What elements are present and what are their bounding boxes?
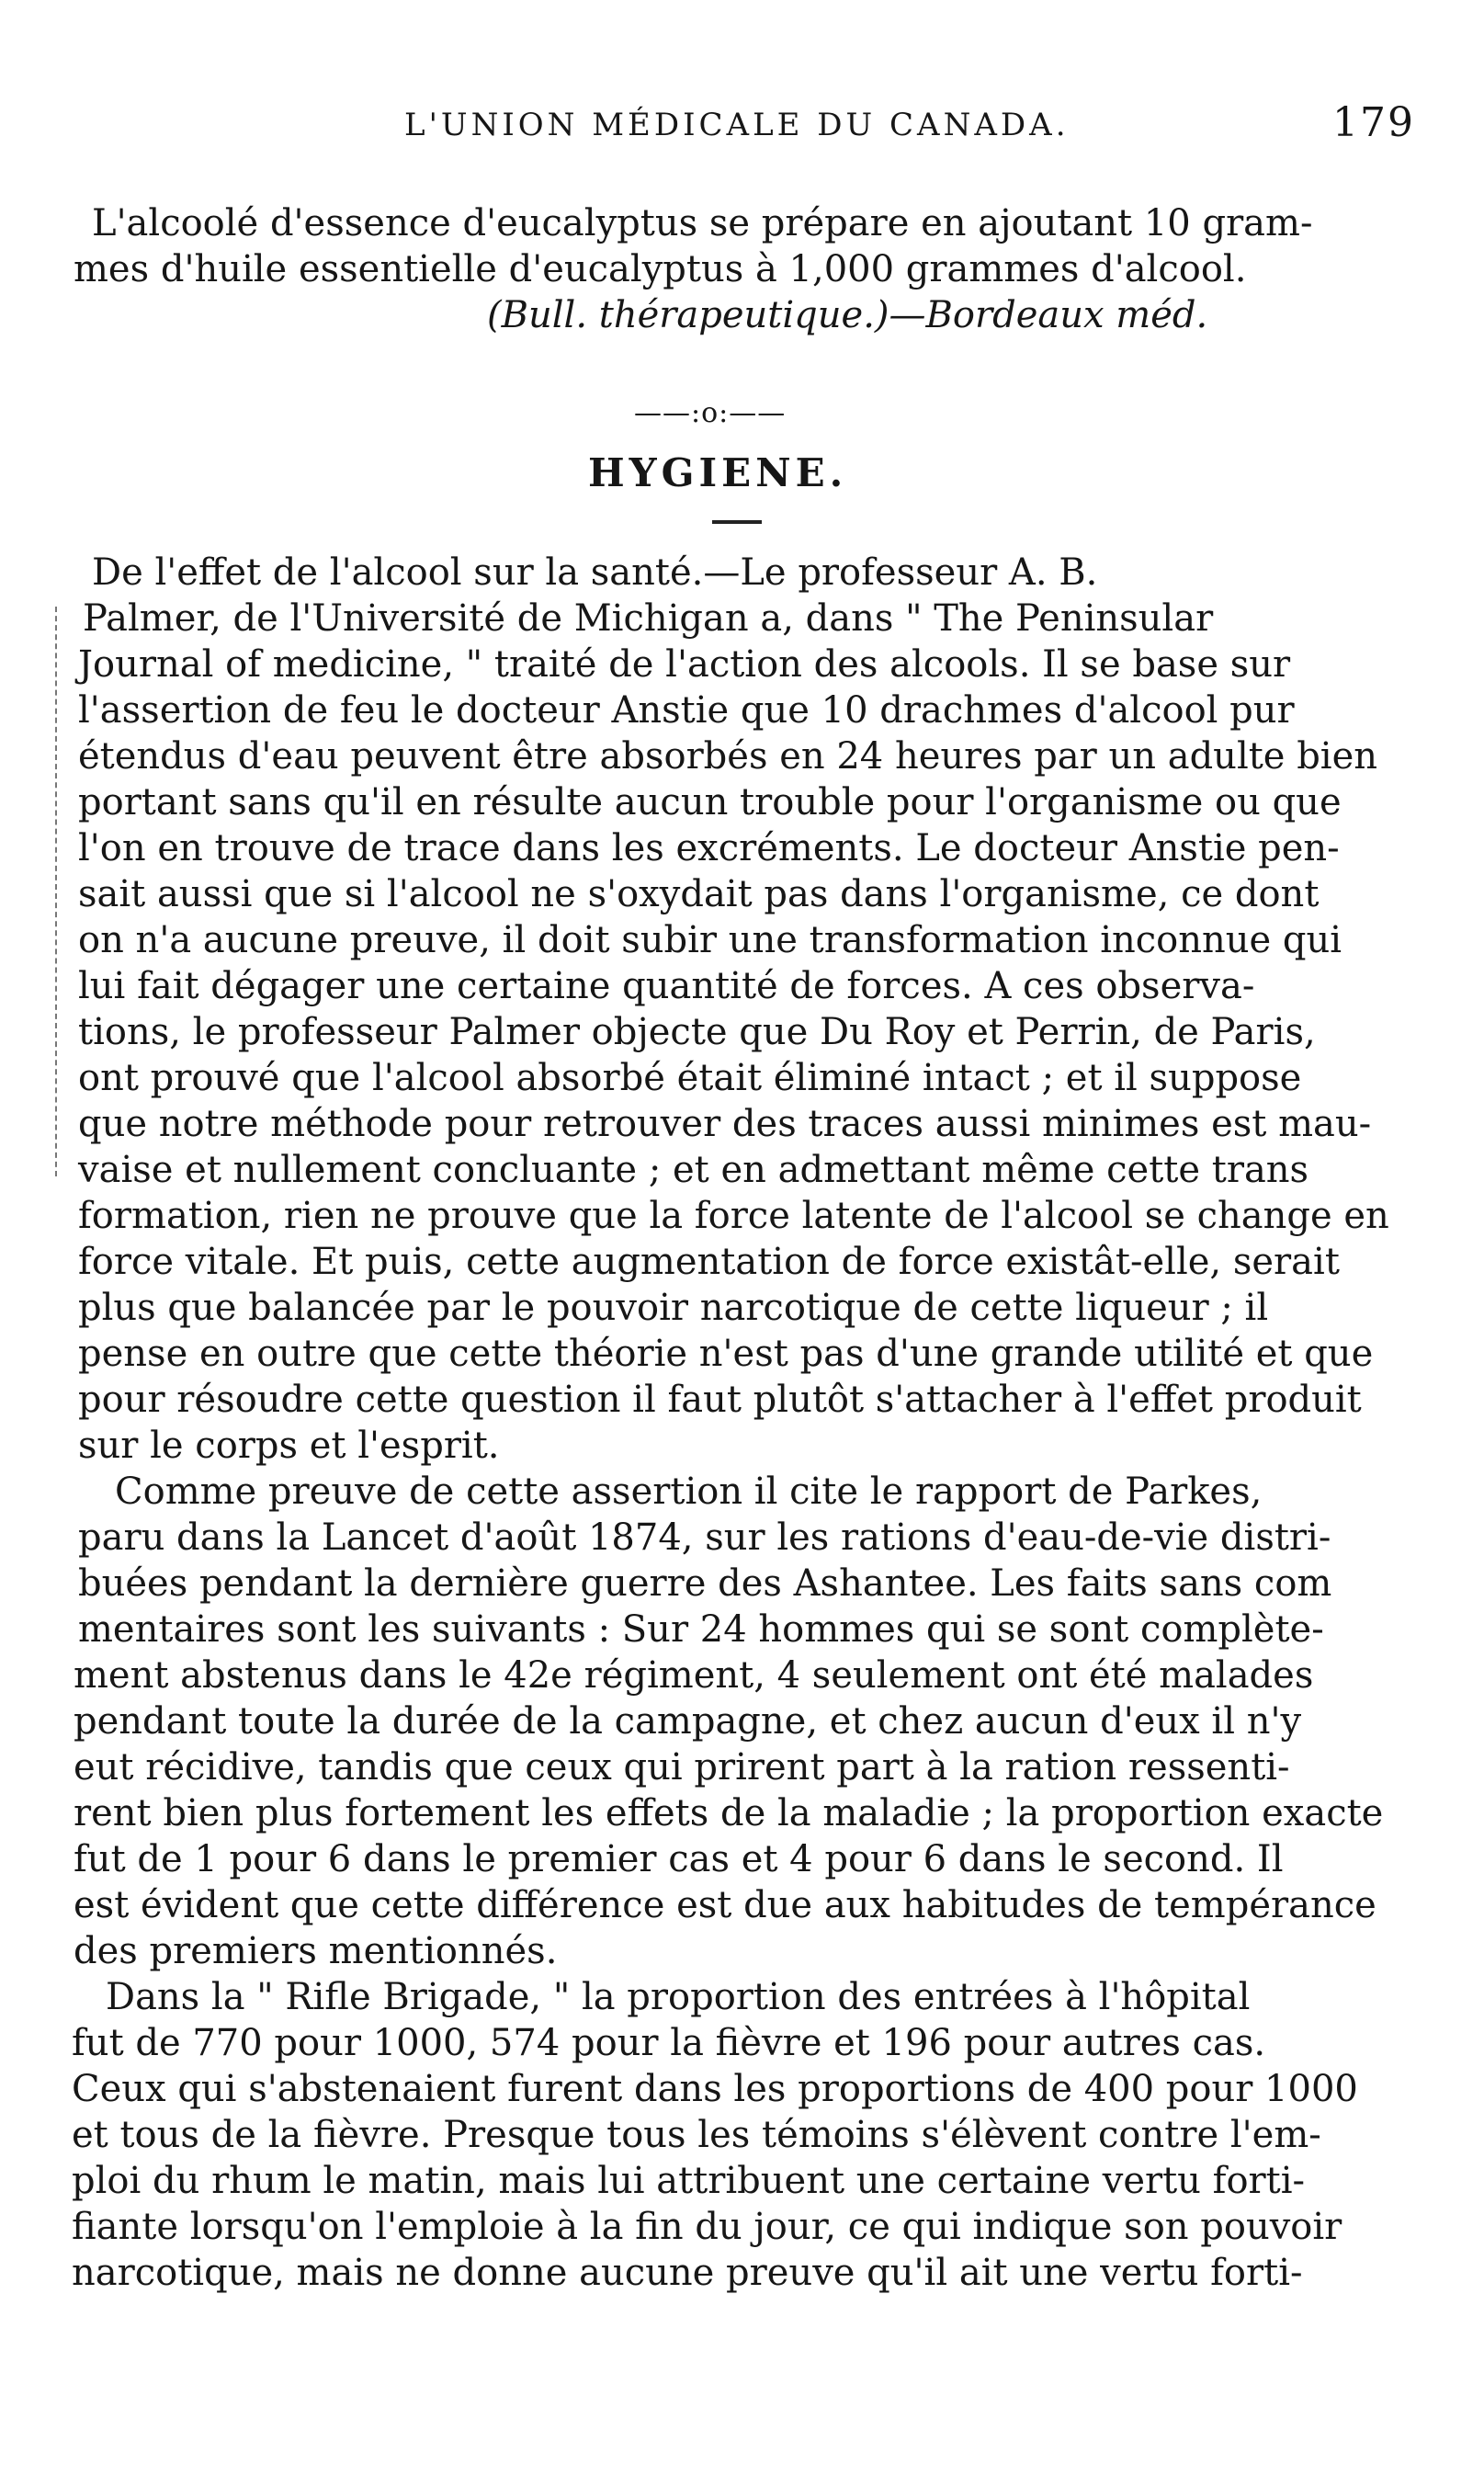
article-line: que notre méthode pour retrouver des traces aussi minimes est mau- xyxy=(78,1103,1372,1145)
article-line: ont prouvé que l'alcool absorbé était éliminé intact ; et il suppose xyxy=(78,1057,1302,1099)
article-line: fut de 1 pour 6 dans le premier cas et 4 pour 6 dans le second. Il xyxy=(74,1838,1284,1880)
article-line: des premiers mentionnés. xyxy=(74,1930,558,1972)
article-line: étendus d'eau peuvent être absorbés en 24 heures par un adulte bien xyxy=(78,735,1378,778)
article-line: l'assertion de feu le docteur Anstie que 10 drachmes d'alcool pur xyxy=(78,689,1295,732)
article-line: plus que balancée par le pouvoir narcotique de cette liqueur ; il xyxy=(78,1287,1269,1329)
margin-mark xyxy=(55,607,60,1176)
article-line: formation, rien ne prouve que la force latente de l'alcool se change en xyxy=(78,1195,1389,1237)
page-number: 179 xyxy=(1332,99,1415,146)
article-line: buées pendant la dernière guerre des Ashantee. Les faits sans com xyxy=(78,1562,1332,1605)
section-heading: HYGIENE. xyxy=(588,450,848,495)
article-line: pendant toute la durée de la campagne, et chez aucun d'eux il n'y xyxy=(74,1700,1302,1743)
article-line: sur le corps et l'esprit. xyxy=(78,1425,500,1467)
article-line: paru dans la Lancet d'août 1874, sur les rations d'eau-de-vie distri- xyxy=(78,1516,1331,1559)
intro-line-1: L'alcoolé d'essence d'eucalyptus se prépare en ajoutant 10 gram- xyxy=(92,202,1313,244)
article-line: fut de 770 pour 1000, 574 pour la fièvre et 196 pour autres cas. xyxy=(72,2022,1266,2064)
article-line: et tous de la fièvre. Presque tous les témoins s'élèvent contre l'em- xyxy=(72,2114,1321,2156)
section-separator: ——:o:—— xyxy=(634,397,787,429)
article-line: rent bien plus fortement les effets de la maladie ; la proportion exacte xyxy=(74,1792,1384,1834)
article-line: sait aussi que si l'alcool ne s'oxydait pas dans l'organisme, ce dont xyxy=(78,873,1320,915)
article-line: on n'a aucune preuve, il doit subir une transformation inconnue qui xyxy=(78,919,1342,961)
article-line: De l'effet de l'alcool sur la santé.—Le professeur A. B. xyxy=(92,551,1098,594)
running-title: L'UNION MÉDICALE DU CANADA. xyxy=(404,107,1070,143)
article-line: fiante lorsqu'on l'emploie à la fin du jour, ce qui indique son pouvoir xyxy=(72,2206,1342,2248)
article-line: pour résoudre cette question il faut plutôt s'attacher à l'effet produit xyxy=(78,1379,1362,1421)
article-line: vaise et nullement concluante ; et en admettant même cette trans xyxy=(78,1149,1309,1191)
article-line: Palmer, de l'Université de Michigan a, dans " The Peninsular xyxy=(83,597,1214,640)
intro-line-2: mes d'huile essentielle d'eucalyptus à 1,000 grammes d'alcool. xyxy=(74,248,1247,290)
article-line: Ceux qui s'abstenaient furent dans les proportions de 400 pour 1000 xyxy=(72,2068,1358,2110)
article-line: Comme preuve de cette assertion il cite le rapport de Parkes, xyxy=(115,1471,1263,1513)
article-line: ploi du rhum le matin, mais lui attribuent une certaine vertu forti- xyxy=(72,2160,1306,2202)
article-line: l'on en trouve de trace dans les excréments. Le docteur Anstie pen- xyxy=(78,827,1340,869)
article-line: Dans la " Rifle Brigade, " la proportion des entrées à l'hôpital xyxy=(106,1976,1251,2018)
article-line: est évident que cette différence est due aux habitudes de tempérance xyxy=(74,1884,1376,1926)
article-line: lui fait dégager une certaine quantité de forces. A ces observa- xyxy=(78,965,1255,1007)
article-line: force vitale. Et puis, cette augmentation de force existât-elle, serait xyxy=(78,1241,1340,1283)
article-line: tions, le professeur Palmer objecte que Du Roy et Perrin, de Paris, xyxy=(78,1011,1316,1053)
article-line: portant sans qu'il en résulte aucun trouble pour l'organisme ou que xyxy=(78,781,1342,823)
running-header xyxy=(74,99,1415,154)
article-line: narcotique, mais ne donne aucune preuve qu'il ait une vertu forti- xyxy=(72,2252,1303,2294)
intro-citation: (Bull. thérapeutique.)—Bordeaux méd. xyxy=(487,294,1208,336)
article-line: ment abstenus dans le 42e régiment, 4 seulement ont été malades xyxy=(74,1654,1314,1697)
article-line: eut récidive, tandis que ceux qui prirent part à la ration ressenti- xyxy=(74,1746,1290,1789)
article-line: Journal of medicine, " traité de l'action des alcools. Il se base sur xyxy=(78,643,1291,686)
heading-rule xyxy=(712,520,762,524)
article-line: pense en outre que cette théorie n'est pas d'une grande utilité et que xyxy=(78,1333,1374,1375)
article-line: mentaires sont les suivants : Sur 24 hommes qui se sont complète- xyxy=(78,1608,1324,1651)
